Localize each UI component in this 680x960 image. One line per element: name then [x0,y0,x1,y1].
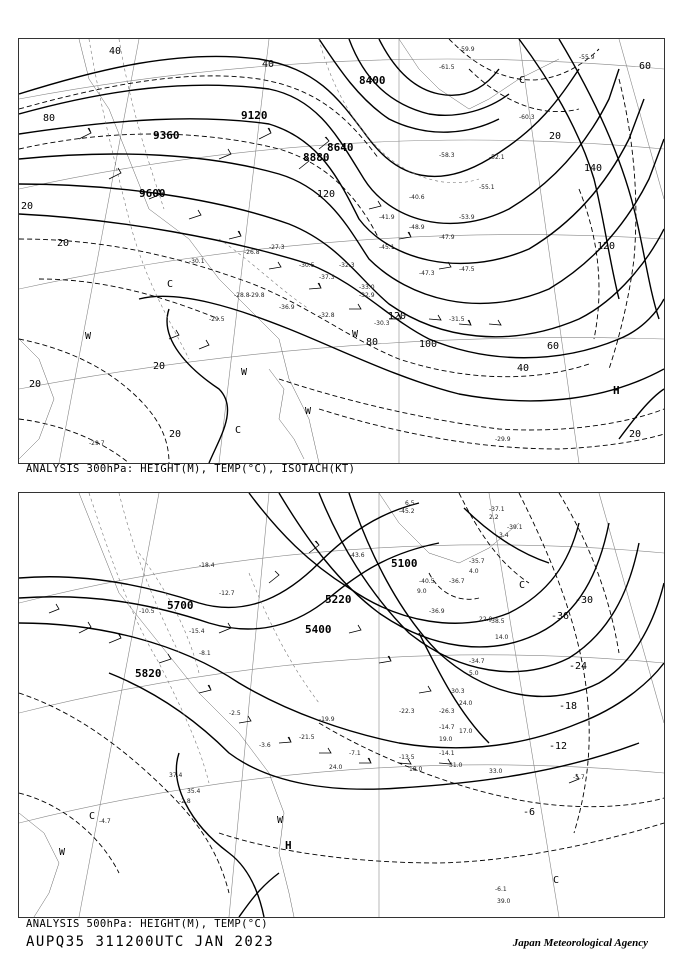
wind-barbs [79,128,501,349]
height-label: 9360 [153,129,180,142]
isotach-label: 120 [317,189,336,200]
temperature-label: -6 [523,807,536,818]
station-value: -33.0 [359,284,375,291]
map-500hpa [18,492,665,918]
isotach-label: 20 [21,201,34,212]
height-label: 8640 [327,141,354,154]
station-value: -36.9 [279,304,295,311]
station-value: -4.7 [99,818,111,825]
station-value: 24.0 [329,764,343,771]
isotach-label: 140 [584,163,603,174]
station-value: -41.9 [379,214,395,221]
station-value: -30.1 [189,258,205,265]
station-value: -28.8 [234,292,250,299]
isotach-label: 60 [639,61,652,72]
isotach-label: 20 [549,131,562,142]
cold-marker: C [167,279,174,290]
station-value: -36.9 [429,608,445,615]
station-value: -29.9 [495,436,511,443]
station-value: -52.1 [489,154,505,161]
temperature-label: -30 [575,595,594,606]
isotach-label: 120 [388,311,407,322]
station-value: -30.3 [374,320,390,327]
station-value: -34.7 [469,658,485,665]
height-label: 8880 [303,151,330,164]
isotach-label: 40 [517,363,530,374]
station-value: -7.1 [349,750,361,757]
station-value: -45.2 [399,508,415,515]
height-contours [19,39,664,463]
station-value: -3.6 [259,742,271,749]
station-value: -29.5 [209,316,225,323]
temperature-contours-fine [89,493,319,783]
height-label: 9120 [241,109,268,122]
temperature-label: -36 [551,611,570,622]
isotach-label: 100 [419,339,438,350]
map-500hpa-canvas [19,493,664,917]
station-value: 9.0 [417,588,427,595]
station-value: -40.6 [409,194,425,201]
station-values [89,46,595,447]
isotach-label: 80 [366,337,379,348]
station-value: -55.1 [479,184,495,191]
warm-marker: W [305,406,312,417]
station-value: -26.8 [244,249,260,256]
coastlines [19,39,562,463]
station-value: -14.7 [439,724,455,731]
station-value: -29.8 [249,292,265,299]
station-value: 24.0 [459,700,473,707]
station-value: -39.1 [507,524,523,531]
isotach-label: 20 [629,429,642,440]
caption-500hpa: ANALYSIS 500hPa: HEIGHT(M), TEMP(°C) [26,918,268,930]
height-label: 8400 [359,74,386,87]
station-value: -6.1 [495,886,507,893]
station-value: -14.1 [439,750,455,757]
station-value: -8.1 [199,650,211,657]
height-label: 5220 [325,593,352,606]
isotach-label: 80 [43,113,56,124]
cold-marker: C [235,425,242,436]
station-value: -22.3 [399,708,415,715]
station-values [99,500,588,905]
station-value: 22.0 [479,616,493,623]
station-value: -30.3 [449,688,465,695]
station-value: 18.0 [409,766,423,773]
height-label: 9600 [139,187,166,200]
station-value: -45.1 [379,244,395,251]
isotach-label: 20 [153,361,166,372]
station-value: 2.2 [489,514,499,521]
isotach-label: 20 [57,238,70,249]
station-value: -27.3 [269,244,285,251]
station-value: -2.5 [229,710,241,717]
station-value: -47.9 [439,234,455,241]
cold-marker: C [89,811,96,822]
station-value: 19.0 [439,736,453,743]
station-value: 39.0 [497,898,511,905]
cold-marker: C [519,580,526,591]
warm-marker: W [352,329,359,340]
height-label: 5820 [135,667,162,680]
map-300hpa [18,38,665,464]
station-value: -60.3 [519,114,535,121]
station-value: -19.9 [319,716,335,723]
station-value: 6.5 [405,500,415,507]
isotach-label: 20 [169,429,182,440]
station-value: -29.7 [89,440,105,447]
temperature-label: -18 [559,701,578,712]
station-value: -59.9 [459,46,475,53]
station-value: 3.4 [499,532,509,539]
station-value: -13.5 [399,754,415,761]
temperature-label: -24 [569,661,588,672]
station-value: -48.9 [409,224,425,231]
cold-marker: C [519,75,526,86]
station-value: -5.7 [573,774,585,781]
station-value: -35.7 [469,558,485,565]
coastlines [19,493,519,917]
warm-marker: W [277,815,284,826]
station-value: -30.5 [299,262,315,269]
isotach-label: 60 [547,341,560,352]
isotach-label: 40 [262,59,275,70]
caption-300hpa: ANALYSIS 300hPa: HEIGHT(M), TEMP(°C), ISOTACH(KT) [26,463,356,475]
station-value: 35.4 [187,788,201,795]
station-value: -58.3 [439,152,455,159]
station-value: 14.0 [495,634,509,641]
height-label: 5100 [391,557,418,570]
station-value: -53.9 [459,214,475,221]
bulletin-code: AUPQ35 311200UTC JAN 2023 [26,934,275,950]
station-value: -32.9 [359,292,375,299]
temperature-label: -12 [549,741,568,752]
station-value: -40.5 [419,578,435,585]
isotach-label: 40 [109,46,122,57]
cold-marker: C [553,875,560,886]
station-value: -47.3 [419,270,435,277]
agency-name: Japan Meteorological Agency [512,937,648,949]
warm-marker: W [241,367,248,378]
station-value: -43.6 [349,552,365,559]
station-value: -31.5 [449,316,465,323]
station-value: -18.4 [199,562,215,569]
map-300hpa-canvas [19,39,664,463]
station-value: -37.1 [489,506,505,513]
high-pressure-marker: H [285,839,292,852]
station-value: -32.8 [319,312,335,319]
station-value: 33.0 [489,768,503,775]
station-value: -38.5 [489,618,505,625]
station-value: 37.4 [169,772,183,779]
wind-barbs [49,541,579,783]
warm-marker: W [59,847,66,858]
isotach-label: 20 [29,379,42,390]
station-value: -21.5 [299,734,315,741]
station-value: -15.4 [189,628,205,635]
station-value: -36.7 [449,578,465,585]
station-value: -61.5 [439,64,455,71]
station-value: -12.7 [219,590,235,597]
station-value: 31.0 [449,762,463,769]
station-value: -2.8 [179,798,191,805]
station-value: -10.5 [139,608,155,615]
high-pressure-marker: H [613,384,620,397]
isotach-label: 120 [597,241,616,252]
height-label: 5400 [305,623,332,636]
station-value: -32.3 [339,262,355,269]
station-value: -37.3 [319,274,335,281]
warm-marker: W [85,331,92,342]
station-value: 5.0 [469,670,479,677]
temperature-contours [19,493,664,893]
station-value: -26.3 [439,708,455,715]
station-value: -55.9 [579,54,595,61]
station-value: 17.0 [459,728,473,735]
station-value: 4.0 [469,568,479,575]
height-label: 5700 [167,599,194,612]
station-value: -47.5 [459,266,475,273]
